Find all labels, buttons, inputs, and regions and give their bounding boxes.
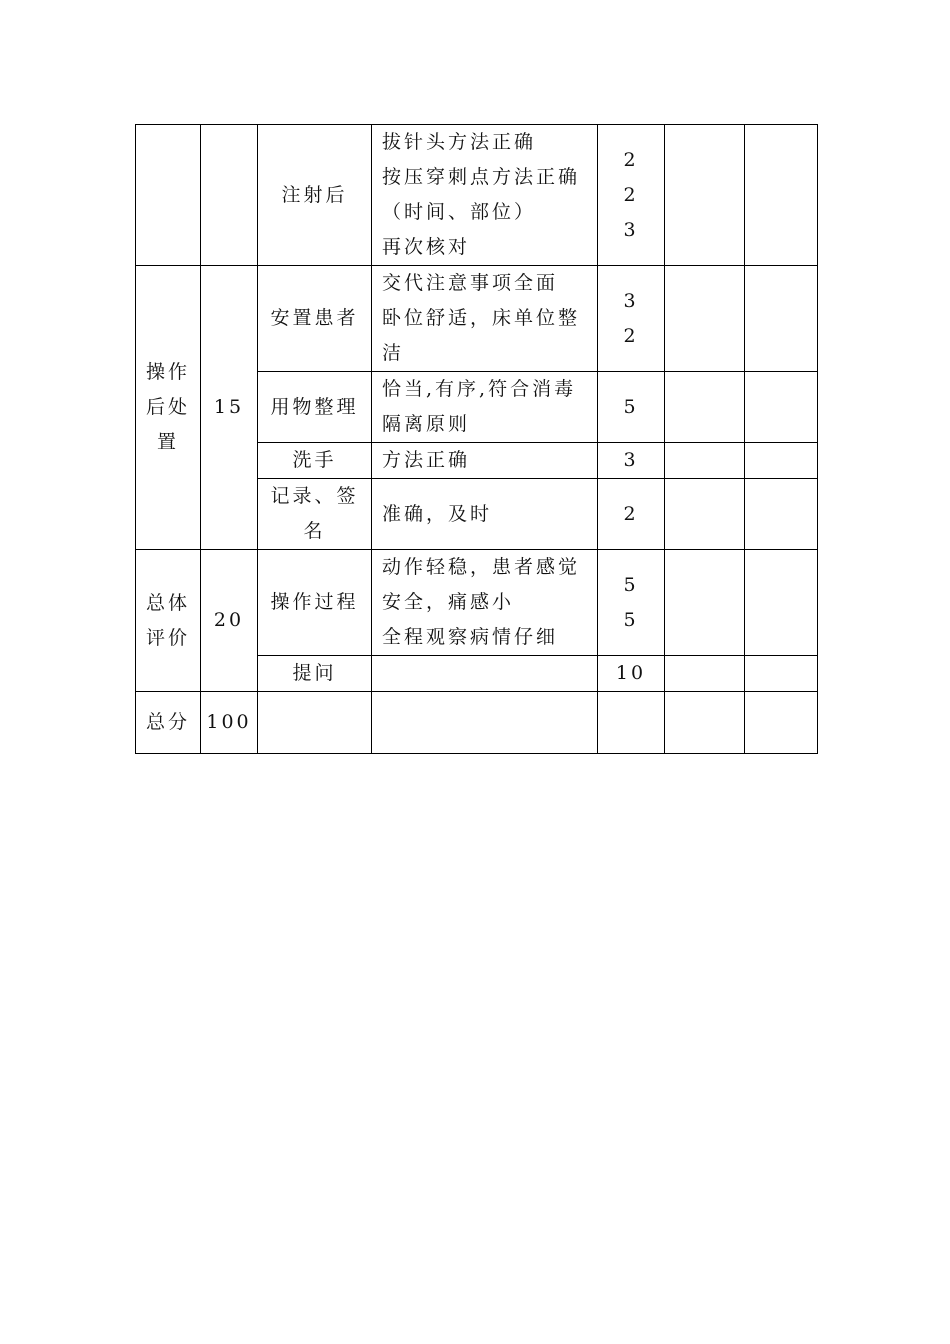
- points-cell: [598, 266, 665, 372]
- step-cell: 洗手: [258, 443, 372, 479]
- category-cell-overall: [136, 550, 201, 692]
- category-line: 置: [156, 431, 179, 453]
- deduction-cell: [665, 479, 745, 550]
- score-cell-post-op: 15: [201, 266, 258, 550]
- remark-cell: [745, 125, 818, 266]
- points-value: 3: [623, 289, 639, 312]
- step-line: 名: [303, 520, 326, 542]
- table-row-operation-process: [136, 550, 818, 656]
- step-cell: 用物整理: [258, 372, 372, 443]
- table-row-total: [136, 692, 818, 754]
- remark-cell: [745, 372, 818, 443]
- points-cell: [598, 125, 665, 266]
- table-row-settle-patient: [136, 266, 818, 372]
- standard-line: 动作轻稳，患者感觉: [382, 556, 581, 578]
- category-line: 评价: [145, 626, 190, 649]
- points-value: 2: [623, 183, 639, 206]
- points-cell: 2: [598, 479, 665, 550]
- points-value: 3: [623, 218, 639, 241]
- standard-line: 全程观察病情仔细: [382, 626, 559, 648]
- step-cell: 操作过程: [258, 550, 372, 656]
- step-cell: 注射后: [258, 125, 372, 266]
- standard-line: 安全，痛感小: [382, 591, 515, 613]
- step-cell: 安置患者: [258, 266, 372, 372]
- deduction-cell: [665, 125, 745, 266]
- table-row-inject-after: [136, 125, 818, 266]
- standard-cell: [372, 266, 598, 372]
- standard-cell: 准确，及时: [372, 479, 598, 550]
- score-cell-overall: 20: [201, 550, 258, 692]
- deduction-cell: [665, 550, 745, 656]
- standard-cell: [372, 125, 598, 266]
- deduction-cell: [665, 656, 745, 692]
- category-line: 后处: [145, 396, 190, 418]
- points-cell: 5: [598, 372, 665, 443]
- points-value: 2: [623, 148, 639, 171]
- standard-line: （时间、部位）: [382, 201, 537, 223]
- points-value: 5: [623, 573, 639, 596]
- points-value: 2: [623, 324, 639, 347]
- standard-cell-empty: [372, 656, 598, 692]
- points-value: 5: [623, 608, 639, 631]
- points-cell: [598, 550, 665, 656]
- standard-line: 恰当,有序,符合消毒: [382, 378, 577, 400]
- total-label-cell: 总分: [136, 692, 201, 754]
- deduction-cell: [665, 692, 745, 754]
- standard-line: 交代注意事项全面: [382, 272, 559, 294]
- standard-line: 按压穿刺点方法正确: [382, 166, 581, 188]
- score-cell-empty: [201, 125, 258, 266]
- remark-cell: [745, 443, 818, 479]
- category-cell-empty: [136, 125, 201, 266]
- standard-cell: [372, 550, 598, 656]
- remark-cell: [745, 479, 818, 550]
- standard-line: 洁: [382, 342, 405, 364]
- scoring-table: [135, 124, 818, 754]
- points-cell: 10: [598, 656, 665, 692]
- points-cell-empty: [598, 692, 665, 754]
- standard-line: 隔离原则: [382, 413, 471, 435]
- total-score-cell: 100: [201, 692, 258, 754]
- category-line: 操作: [145, 361, 190, 383]
- remark-cell: [745, 266, 818, 372]
- standard-line: 卧位舒适，床单位整: [382, 307, 581, 329]
- standard-cell: 方法正确: [372, 443, 598, 479]
- step-cell-empty: [258, 692, 372, 754]
- deduction-cell: [665, 443, 745, 479]
- remark-cell: [745, 692, 818, 754]
- standard-line: 再次核对: [382, 236, 471, 258]
- category-cell-post-op: [136, 266, 201, 550]
- points-cell: 3: [598, 443, 665, 479]
- step-line: 记录、签: [270, 485, 359, 507]
- step-cell: [258, 479, 372, 550]
- standard-line: 拔针头方法正确: [382, 131, 537, 153]
- remark-cell: [745, 656, 818, 692]
- deduction-cell: [665, 372, 745, 443]
- standard-cell: [372, 372, 598, 443]
- standard-cell-empty: [372, 692, 598, 754]
- step-cell: 提问: [258, 656, 372, 692]
- deduction-cell: [665, 266, 745, 372]
- remark-cell: [745, 550, 818, 656]
- category-line: 总体: [145, 591, 190, 614]
